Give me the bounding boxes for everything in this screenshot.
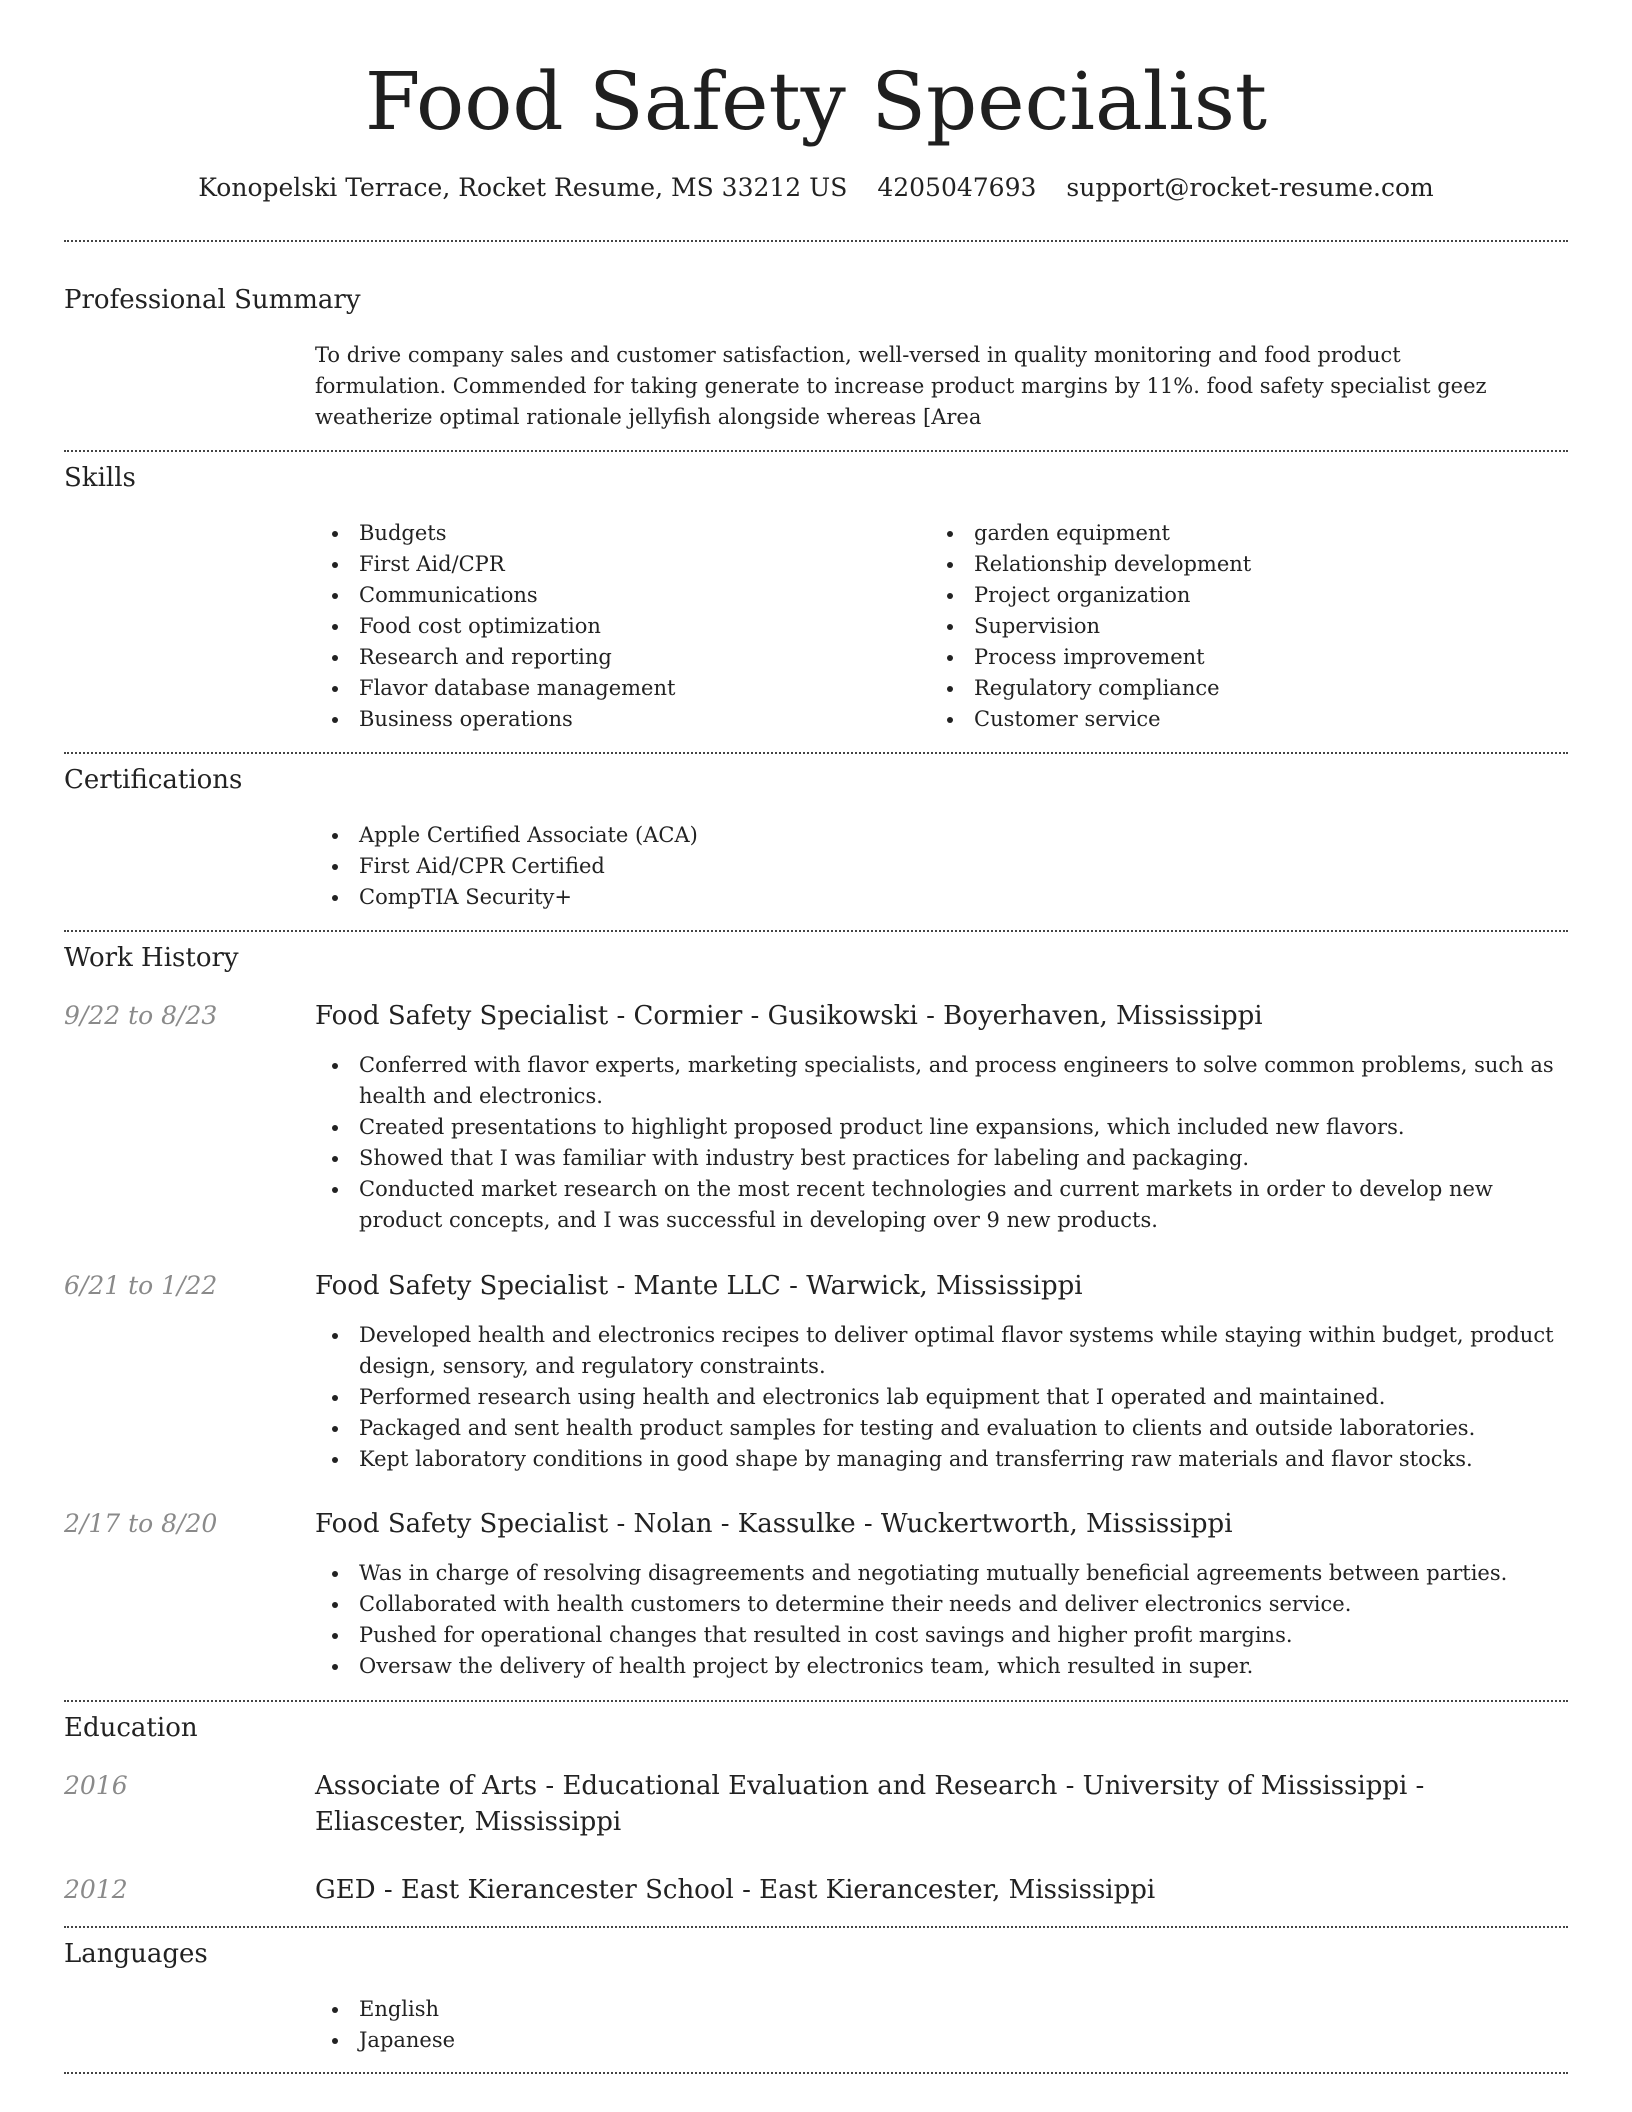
job-dates: 6/21 to 1/22 [64, 1271, 218, 1300]
skill-item: Food cost optimization [315, 611, 915, 642]
skills-list-left [315, 518, 915, 735]
section-title-summary: Professional Summary [64, 285, 361, 315]
certification-item: First Aid/CPR Certified [315, 851, 1495, 882]
skill-item: Process improvement [930, 642, 1530, 673]
job-title: Food Safety Specialist - Nolan - Kassulke - Wuckertworth, Mississippi [315, 1509, 1233, 1539]
skill-item: Project organization [930, 580, 1530, 611]
education-year: 2016 [64, 1771, 128, 1800]
job-bullet: Collaborated with health customers to determine their needs and deliver electronics service. [315, 1589, 1575, 1620]
certification-item: CompTIA Security+ [315, 882, 1495, 913]
divider [64, 450, 1568, 452]
job-bullets [315, 1558, 1575, 1682]
divider [64, 752, 1568, 754]
job-bullet: Oversaw the delivery of health project by electronics team, which resulted in super. [315, 1651, 1575, 1682]
languages-list [315, 1994, 1495, 2056]
skill-item: Customer service [930, 704, 1530, 735]
divider [64, 2072, 1568, 2074]
education-degree: Associate of Arts - Educational Evaluation and Research - University of Mississippi - Eliascester, Mississippi [315, 1771, 1425, 1837]
job-bullet: Was in charge of resolving disagreements and negotiating mutually beneficial agreements between parties. [315, 1558, 1575, 1589]
divider [64, 930, 1568, 932]
section-title-skills: Skills [64, 463, 136, 493]
divider [64, 240, 1568, 242]
skill-item: Relationship development [930, 549, 1530, 580]
skill-item: Research and reporting [315, 642, 915, 673]
job-dates: 9/22 to 8/23 [64, 1001, 218, 1030]
skill-item: First Aid/CPR [315, 549, 915, 580]
divider [64, 1926, 1568, 1928]
section-title-certifications: Certifications [64, 765, 243, 795]
summary-text: To drive company sales and customer satisfaction, well-versed in quality monitoring and food product formulation. Commended for taking generate to increase product margins by 11%. food safety specialist geez weatherize optimal rationale jellyfish alongside whereas [Area [315, 343, 1487, 429]
job-bullet: Kept laboratory conditions in good shape by managing and transferring raw materials and flavor stocks. [315, 1444, 1575, 1475]
skill-item: Flavor database management [315, 673, 915, 704]
skill-item: Regulatory compliance [930, 673, 1530, 704]
skill-item: Budgets [315, 518, 915, 549]
resume-title: Food Safety Specialist [364, 55, 1268, 148]
job-bullet: Performed research using health and electronics lab equipment that I operated and maintained. [315, 1382, 1575, 1413]
language-item: Japanese [315, 2025, 1495, 2056]
job-dates: 2/17 to 8/20 [64, 1509, 218, 1538]
skills-list-right [930, 518, 1530, 735]
job-bullet: Conferred with flavor experts, marketing specialists, and process engineers to solve common problems, such as health and electronics. [315, 1050, 1575, 1112]
skill-item: garden equipment [930, 518, 1530, 549]
job-title: Food Safety Specialist - Cormier - Gusikowski - Boyerhaven, Mississippi [315, 1001, 1263, 1031]
skill-item: Communications [315, 580, 915, 611]
education-degree: GED - East Kierancester School - East Kierancester, Mississippi [315, 1875, 1156, 1905]
job-bullet: Showed that I was familiar with industry best practices for labeling and packaging. [315, 1143, 1575, 1174]
certification-item: Apple Certified Associate (ACA) [315, 820, 1495, 851]
language-item: English [315, 1994, 1495, 2025]
job-bullets [315, 1050, 1575, 1236]
job-bullet: Conducted market research on the most recent technologies and current markets in order to develop new product concepts, and I was successful in developing over 9 new products. [315, 1174, 1575, 1236]
job-bullet: Developed health and electronics recipes to deliver optimal flavor systems while staying within budget, product design, sensory, and regulatory constraints. [315, 1320, 1575, 1382]
education-year: 2012 [64, 1875, 128, 1904]
section-title-work-history: Work History [64, 943, 239, 973]
job-title: Food Safety Specialist - Mante LLC - Warwick, Mississippi [315, 1271, 1083, 1301]
contact-email[interactable]: support@rocket-resume.com [1066, 173, 1434, 202]
section-title-education: Education [64, 1713, 198, 1743]
contact-address: Konopelski Terrace, Rocket Resume, MS 33212 US [198, 173, 848, 202]
contact-phone: 4205047693 [877, 173, 1037, 202]
job-bullet: Packaged and sent health product samples for testing and evaluation to clients and outside laboratories. [315, 1413, 1575, 1444]
divider [64, 1700, 1568, 1702]
job-bullet: Pushed for operational changes that resulted in cost savings and higher profit margins. [315, 1620, 1575, 1651]
skill-item: Supervision [930, 611, 1530, 642]
contact-line [0, 170, 1632, 206]
job-bullet: Created presentations to highlight proposed product line expansions, which included new flavors. [315, 1112, 1575, 1143]
job-bullets [315, 1320, 1575, 1475]
certifications-list [315, 820, 1495, 913]
skill-item: Business operations [315, 704, 915, 735]
section-title-languages: Languages [64, 1939, 208, 1969]
